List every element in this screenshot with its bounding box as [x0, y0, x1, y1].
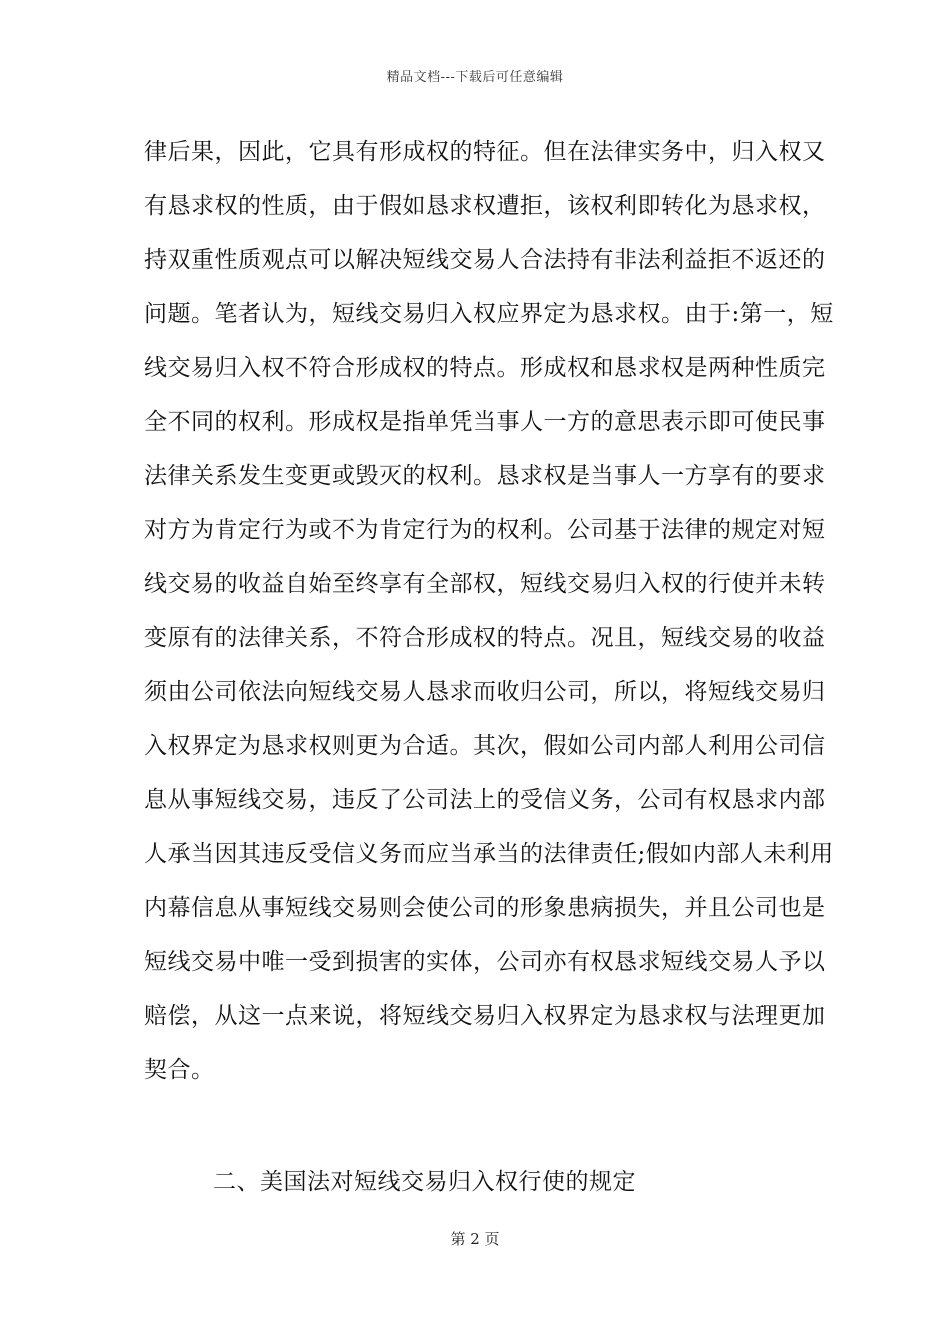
- text-line: 须由公司依法向短线交易人恳求而收归公司，所以，将短线交易归: [144, 679, 826, 705]
- text-line: 有恳求权的性质，由于假如恳求权遭拒，该权利即转化为恳求权，: [144, 193, 826, 219]
- text-line: 线交易归入权不符合形成权的特点。形成权和恳求权是两种性质完: [144, 355, 826, 381]
- text-line: 对方为肯定行为或不为肯定行为的权利。公司基于法律的规定对短: [144, 517, 826, 543]
- text-line: 法律关系发生变更或毁灭的权利。恳求权是当事人一方享有的要求: [144, 463, 826, 489]
- text-line: 内幕信息从事短线交易则会使公司的形象患病损失，并且公司也是: [144, 895, 826, 921]
- text-line: 赔偿，从这一点来说，将短线交易归入权界定为恳求权与法理更加: [144, 1003, 826, 1029]
- text-line: 线交易的收益自始至终享有全部权，短线交易归入权的行使并未转: [144, 571, 826, 597]
- text-line: 问题。笔者认为，短线交易归入权应界定为恳求权。由于:第一，短: [144, 301, 834, 327]
- text-line: 变原有的法律关系，不符合形成权的特点。况且，短线交易的收益: [144, 625, 826, 651]
- text-line: 契合。: [144, 1057, 215, 1083]
- text-line: 息从事短线交易，违反了公司法上的受信义务，公司有权恳求内部: [144, 787, 826, 813]
- body-paragraph: [144, 128, 834, 1100]
- page-header: 精品文档---下载后可任意编辑: [386, 70, 564, 85]
- text-line: 入权界定为恳求权则更为合适。其次，假如公司内部人利用公司信: [144, 733, 826, 759]
- text-line: 律后果，因此，它具有形成权的特征。但在法律实务中，归入权又: [144, 139, 826, 165]
- text-line: 全不同的权利。形成权是指单凭当事人一方的意思表示即可使民事: [144, 409, 826, 435]
- page-number: 第 2 页: [450, 1230, 500, 1248]
- text-line: 持双重性质观点可以解决短线交易人合法持有非法利益拒不返还的: [144, 247, 826, 273]
- text-line: 短线交易中唯一受到损害的实体，公司亦有权恳求短线交易人予以: [144, 949, 826, 975]
- section-heading: 二、美国法对短线交易归入权行使的规定: [213, 1169, 636, 1195]
- text-line: 人承当因其违反受信义务而应当承当的法律责任;假如内部人未利用: [144, 841, 834, 867]
